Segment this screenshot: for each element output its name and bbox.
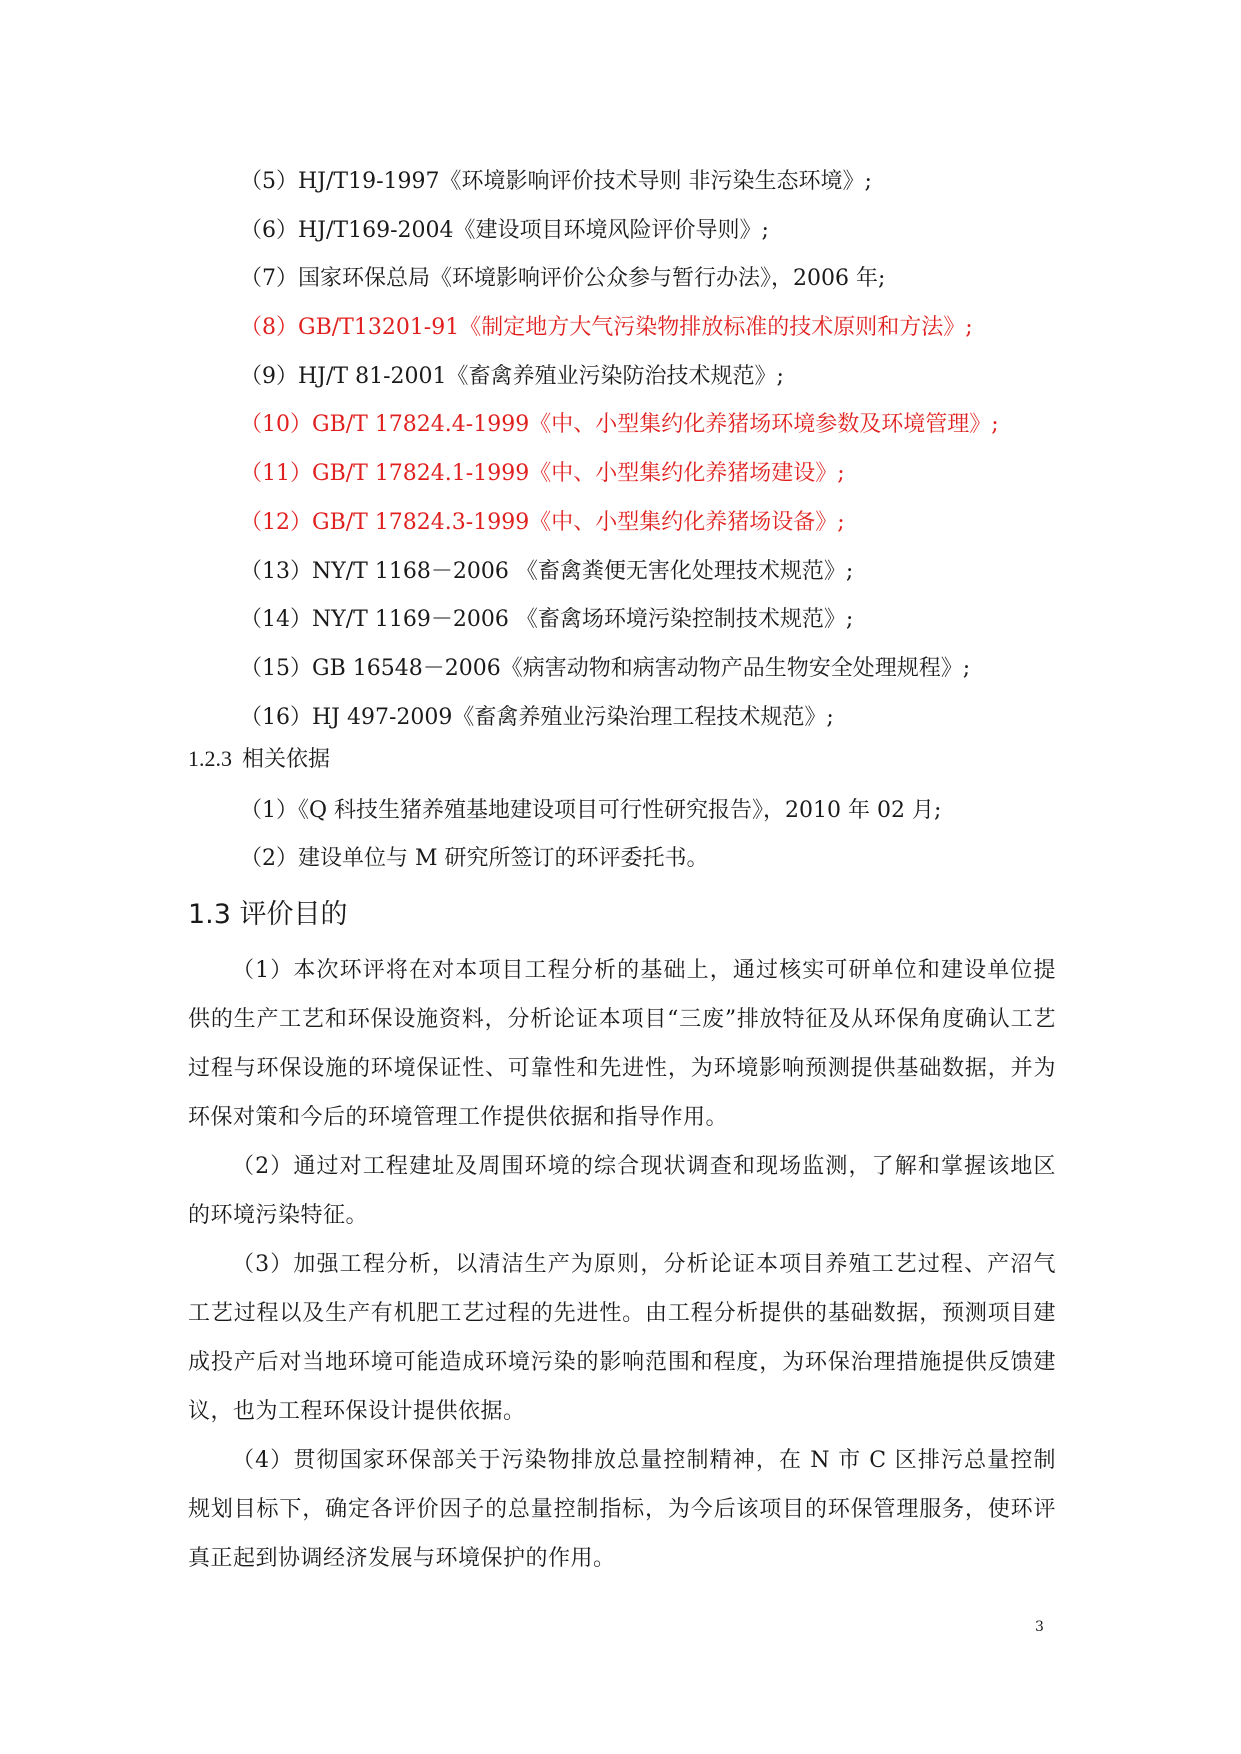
subsection-title: 相关依据 [242,747,331,772]
standard-item: （5）HJ/T19-1997《环境影响评价技术导则 非污染生态环境》; [240,169,872,194]
standard-item: （15）GB 16548－2006《病害动物和病害动物产品生物安全处理规程》; [240,655,971,681]
subsection-heading [188,741,330,778]
body-paragraph: （3）加强工程分析，以清洁生产为原则，分析论证本项目养殖工艺过程、产沼气工艺过程以及生产有机肥工艺过程的先进性。由工程分析提供的基础数据，预测项目建成投产后对当地环境可能造成环境污染的影响范围和程度，为环保治理措施提供反馈建议，也为工程环保设计提供依据。 [188,1252,1056,1424]
standard-item: （9）HJ/T 81-2001《畜禽养殖业污染防治技术规范》; [240,363,784,389]
standard-item: （12）GB/T 17824.3-1999《中、小型集约化养猪场设备》; [240,509,845,535]
body-paragraph: （2）通过对工程建址及周围环境的综合现状调查和现场监测，了解和掌握该地区的环境污染特征。 [188,1154,1056,1228]
standard-item: （16）HJ 497-2009《畜禽养殖业污染治理工程技术规范》; [240,704,834,730]
subsection-number: 1.2.3 [188,746,232,771]
standard-item: （11）GB/T 17824.1-1999《中、小型集约化养猪场建设》; [240,461,845,487]
standard-item: （14）NY/T 1169－2006 《畜禽场环境污染控制技术规范》; [240,607,854,633]
page-number: 3 [1035,1619,1044,1635]
body-paragraph: （4）贯彻国家环保部关于污染物排放总量控制精神，在 N 市 C 区排污总量控制规划目标下，确定各评价因子的总量控制指标，为今后该项目的环保管理服务，使环评真正起到协调经济发展与环境保护的作用。 [188,1448,1056,1571]
section-body [188,946,1056,1583]
basis-list [240,787,1140,883]
standard-item: （7）国家环保总局《环境影响评价公众参与暂行办法》，2006 年; [240,266,886,292]
standard-item: （10）GB/T 17824.4-1999《中、小型集约化养猪场环境参数及环境管理》; [240,412,999,438]
basis-item: （1）《Q 科技生猪养殖基地建设项目可行性研究报告》，2010 年 02 月; [240,798,942,823]
standard-item: （6）HJ/T169-2004《建设项目环境风险评价导则》; [240,217,769,243]
standard-item: （13）NY/T 1168－2006 《畜禽粪便无害化处理技术规范》; [240,558,854,584]
body-paragraph: （1）本次环评将在对本项目工程分析的基础上，通过核实可研单位和建设单位提供的生产工艺和环保设施资料，分析论证本项目“三废”排放特征及从环保角度确认工艺过程与环保设施的环境保证性、可靠性和先进性，为环境影响预测提供基础数据，并为环保对策和今后的环境管理工作提供依据和指导作用。 [188,958,1056,1130]
basis-item: （2）建设单位与 M 研究所签订的环评委托书。 [240,846,709,871]
standards-list [240,158,1140,742]
standard-item: （8）GB/T13201-91《制定地方大气污染物排放标准的技术原则和方法》; [240,315,973,341]
section-heading: 1.3 评价目的 [188,899,348,930]
